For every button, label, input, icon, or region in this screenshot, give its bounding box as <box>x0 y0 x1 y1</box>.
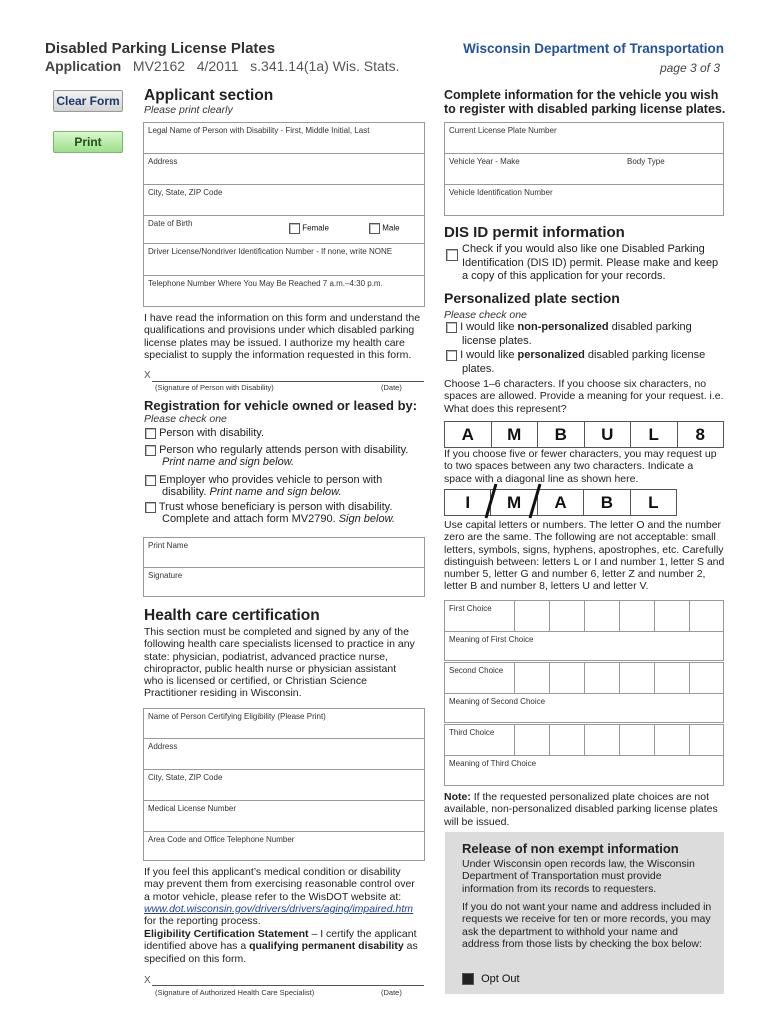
release-title: Release of non exempt information <box>462 841 679 856</box>
space-slash-2 <box>530 484 540 518</box>
specialist-city-field[interactable] <box>143 770 425 801</box>
male-label: Male <box>382 223 400 233</box>
personalized-opt1-pre: I would like <box>460 321 518 333</box>
applicant-section-subtitle: Please print clearly <box>144 104 233 116</box>
personalized-subtitle: Please check one <box>444 309 527 321</box>
personalized-opt2-line-2: plates. <box>462 362 495 375</box>
registration-opt2-label: Person who regularly attends person with disability. <box>159 444 409 456</box>
year-make-field[interactable] <box>444 154 724 185</box>
second-choice-field[interactable] <box>444 662 724 694</box>
health-intro: This section must be completed and signed by any of the following health care specialists licensed to practice in any state: physician, podiatrist, advanced practice nurse, chiropractor, public health nurse or physician assistant who is licensed or certified, or Christian Science Practitioner residing in Wisconsin. <box>144 626 415 700</box>
agency-name: Wisconsin Department of Transportation <box>463 41 724 56</box>
office-phone-field[interactable] <box>143 832 425 861</box>
registration-opt4-label: Trust whose beneficiary is person with disability. <box>158 501 393 513</box>
medical-license-label: Medical License Number <box>148 804 237 813</box>
first-meaning-field[interactable] <box>444 631 724 661</box>
registration-checkbox-1[interactable] <box>145 428 156 439</box>
print-button[interactable]: Print <box>53 131 123 153</box>
personalized-opt2-post: disabled parking license <box>584 349 706 361</box>
plate-example-six <box>444 421 724 448</box>
applicant-statement: I have read the information on this form and understand the qualifications and provisions under which disabled parking license plates may be issued. I authorize my health care specialist to supply the information requested in this form. <box>144 312 421 361</box>
applicant-address-field[interactable] <box>143 154 425 185</box>
applicant-sig-x: X <box>144 370 151 381</box>
note-text: If the requested personalized plate choices are not available, non-personalized disabled parking license plates will be issued. <box>444 791 718 828</box>
page-number: page 3 of 3 <box>659 61 720 75</box>
third-choice-label: Third Choice <box>449 728 495 737</box>
registration-opt3-label: Employer who provides vehicle to person with <box>159 474 383 486</box>
specialist-sig-x: X <box>144 975 151 986</box>
health-note-text-2: for the reporting process. <box>144 915 261 928</box>
specialist-date-label: (Date) <box>381 988 402 997</box>
print-name-field[interactable] <box>143 537 425 568</box>
applicant-phone-label: Telephone Number Where You May Be Reached 7 a.m.–4:30 p.m. <box>148 279 383 288</box>
specialist-address-field[interactable] <box>143 739 425 770</box>
plate-char: M <box>492 422 539 447</box>
plate-note <box>444 791 724 828</box>
choose-characters-text: Choose 1–6 characters. If you choose six characters, no spaces are allowed. Provide a meaning for your request. i.e. What does this represent? <box>444 378 724 415</box>
applicant-name-field[interactable] <box>143 122 425 154</box>
personalized-checkbox[interactable] <box>446 350 457 361</box>
plate-char: U <box>585 422 632 447</box>
registration-option-4 <box>145 501 395 525</box>
plate-char: L <box>648 493 659 512</box>
first-choice-field[interactable] <box>444 600 724 632</box>
cert-text-1: – I certify the applicant identified above has a <box>144 928 417 953</box>
fewer-characters-text: If you choose five or fewer characters, you may request up to two spaces between any two characters. Indicate a space with a diagonal line as shown here. <box>444 448 717 485</box>
plate-char: 8 <box>695 425 705 444</box>
release-panel <box>445 832 724 994</box>
registration-opt4-label-2: Complete and attach form MV2790. <box>162 513 339 525</box>
plate-char: B <box>538 422 585 447</box>
plate-number-label: Current License Plate Number <box>449 126 557 135</box>
registration-opt2-note: Print name and sign below. <box>162 456 295 468</box>
applicant-address-label: Address <box>148 157 178 166</box>
medical-license-field[interactable] <box>143 801 425 832</box>
form-title: Disabled Parking License Plates <box>45 40 276 57</box>
certification-statement <box>144 928 420 965</box>
personalized-opt1-bold: non-personalized <box>517 321 609 333</box>
registration-option-1 <box>145 427 264 439</box>
wisdot-impaired-link[interactable]: www.dot.wisconsin.gov/drivers/drivers/aging/impaired.htm <box>144 902 414 915</box>
application-label: Application <box>45 58 122 74</box>
specialist-signature-line[interactable] <box>152 985 424 986</box>
note-label: Note: <box>444 791 471 803</box>
first-choice-label: First Choice <box>449 604 492 613</box>
registration-option-2 <box>145 444 408 468</box>
dis-checkbox-wrap <box>446 246 458 264</box>
vehicle-title-line-1: Complete information for the vehicle you wish <box>444 88 719 102</box>
plate-char: A <box>538 490 584 515</box>
vin-label: Vehicle Identification Number <box>449 188 553 197</box>
registration-opt3-label-2: disability. <box>162 486 210 498</box>
registration-opt1-label: Person with disability. <box>159 427 265 439</box>
specialist-city-label: City, State, ZIP Code <box>148 773 223 782</box>
specialist-sig-label: (Signature of Authorized Health Care Specialist) <box>155 988 315 997</box>
applicant-date-label: (Date) <box>381 383 402 392</box>
personalized-opt2-bold: personalized <box>517 349 585 361</box>
opt-out-option <box>462 973 520 985</box>
print-name-label: Print Name <box>148 541 189 550</box>
year-make-label: Vehicle Year - Make <box>449 157 520 166</box>
plate-char: A <box>445 422 492 447</box>
plate-char: L <box>631 422 678 447</box>
vehicle-section-title <box>444 88 725 116</box>
form-info: MV2162 4/2011 s.341.14(1a) Wis. Stats. <box>132 58 400 74</box>
applicant-section-title: Applicant section <box>144 87 274 104</box>
personalized-option-1 <box>446 321 692 348</box>
registration-subtitle: Please check one <box>144 413 227 425</box>
release-paragraph-2: If you do not want your name and address included in requests we receive for ten or more records, you may ask the department to withhold your name and address from those lists by checking the box below: <box>462 901 712 950</box>
registration-checkbox-4[interactable] <box>145 502 156 513</box>
third-meaning-field[interactable] <box>444 755 724 786</box>
applicant-city-label: City, State, ZIP Code <box>148 188 223 197</box>
release-paragraph-1: Under Wisconsin open records law, the Wisconsin Department of Transportation must provide information from its records to requesters. <box>462 858 695 895</box>
dis-text: Check if you would also like one Disabled Parking Identification (DIS ID) permit. Please make and keep a copy of this application for your records. <box>462 243 719 282</box>
clear-form-button[interactable]: Clear Form <box>53 90 123 112</box>
second-meaning-label: Meaning of Second Choice <box>449 697 546 706</box>
applicant-sig-label: (Signature of Person with Disability) <box>155 383 274 392</box>
opt-out-checkbox[interactable] <box>462 973 474 985</box>
registration-opt4-note: Sign below. <box>338 513 395 525</box>
registration-signature-field[interactable] <box>143 568 425 597</box>
health-note <box>144 866 416 927</box>
vin-field[interactable] <box>444 185 724 216</box>
applicant-name-label: Legal Name of Person with Disability - First, Middle Initial, Last <box>148 126 370 135</box>
cert-label: Eligibility Certification Statement <box>144 928 309 940</box>
registration-opt3-note: Print name and sign below. <box>209 486 342 498</box>
applicant-signature-line[interactable] <box>152 381 424 382</box>
second-meaning-field[interactable] <box>444 693 724 723</box>
vehicle-title-line-2: to register with disabled parking license plates. <box>444 102 726 116</box>
personalized-option-2 <box>446 349 705 376</box>
male-checkbox[interactable] <box>369 223 380 234</box>
female-label: Female <box>302 223 329 233</box>
dis-section-title: DIS ID permit information <box>444 224 625 241</box>
dis-checkbox[interactable] <box>446 249 458 261</box>
cert-text-2: as specified on this form. <box>144 940 418 965</box>
plate-char: M <box>491 490 537 515</box>
specialist-address-label: Address <box>148 742 178 751</box>
space-slash-marks <box>444 482 684 522</box>
plate-number-field[interactable] <box>444 122 724 154</box>
specialist-name-field[interactable] <box>143 708 425 739</box>
plate-rules-1: Use capital letters or numbers. The letter O and the number zero are the same. The following are not acceptable: small letters, symbols, signs, hyphens, apostrophes, etc. <box>444 519 722 556</box>
dob-label: Date of Birth <box>148 219 193 228</box>
personalized-opt2-pre: I would like <box>460 349 518 361</box>
applicant-license-field[interactable] <box>143 244 425 276</box>
opt-out-label: Opt Out <box>481 973 520 985</box>
second-choice-label: Second Choice <box>449 666 504 675</box>
office-phone-label: Area Code and Office Telephone Number <box>148 835 295 844</box>
applicant-license-label: Driver License/Nondriver Identification Number - If none, write NONE <box>148 247 393 256</box>
applicant-phone-field[interactable] <box>143 276 425 307</box>
first-meaning-label: Meaning of First Choice <box>449 635 534 644</box>
third-choice-field[interactable] <box>444 724 724 756</box>
registration-title: Registration for vehicle owned or leased by: <box>144 398 418 413</box>
registration-checkbox-2[interactable] <box>145 445 156 456</box>
male-option <box>369 223 400 234</box>
plate-char: B <box>584 490 630 515</box>
body-type-label: Body Type <box>627 157 665 166</box>
plate-rules <box>444 519 726 593</box>
health-section-title: Health care certification <box>144 607 320 624</box>
personalized-opt1-line-2: license plates. <box>462 334 532 347</box>
personalized-opt1-post: disabled parking <box>608 321 692 333</box>
registration-option-3 <box>145 474 382 498</box>
plate-char: I <box>445 490 491 515</box>
cert-bold: qualifying permanent disability <box>249 940 404 953</box>
applicant-dob-field[interactable] <box>143 216 425 244</box>
personalized-section-title: Personalized plate section <box>444 290 620 306</box>
third-meaning-label: Meaning of Third Choice <box>449 759 537 768</box>
registration-checkbox-3[interactable] <box>145 475 156 486</box>
form-subtitle <box>45 58 400 74</box>
specialist-name-label: Name of Person Certifying Eligibility (Please Print) <box>148 712 326 721</box>
health-note-text: If you feel this applicant’s medical condition or disability may prevent them from exercising reasonable control over a motor vehicle, please refer to the WisDOT website at: <box>144 866 415 903</box>
plate-rules-2: Carefully distinguish between: letters L or I and number 1, letter S and number 5, letter G and number 6, letter Z and number 2, letter B and number 8, letters U and letter V. <box>444 543 725 593</box>
female-option <box>289 223 329 234</box>
registration-signature-label: Signature <box>148 571 183 580</box>
non-personalized-checkbox[interactable] <box>446 322 457 333</box>
female-checkbox[interactable] <box>289 223 300 234</box>
applicant-city-field[interactable] <box>143 185 425 216</box>
space-slash-1 <box>486 484 496 518</box>
